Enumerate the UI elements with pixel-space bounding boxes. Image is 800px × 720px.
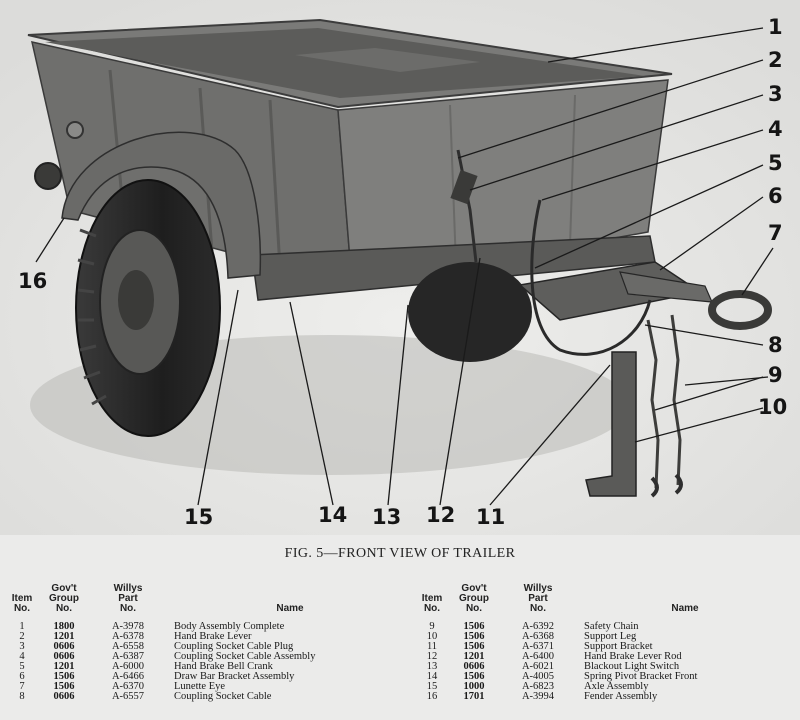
callout-4: 4 bbox=[768, 117, 783, 141]
group-no-cell: 0606 bbox=[53, 651, 75, 662]
header-name: Name bbox=[671, 603, 699, 614]
part-name-cell: Spring Pivot Bracket Front bbox=[584, 671, 698, 682]
group-no-cell: 0606 bbox=[463, 661, 485, 672]
part-name-cell: Lunette Eye bbox=[174, 681, 226, 692]
group-no-cell: 1506 bbox=[53, 671, 75, 682]
group-no-cell: 1506 bbox=[463, 621, 485, 632]
part-no-cell: A-6466 bbox=[111, 671, 145, 682]
part-name-cell: Support Leg bbox=[584, 631, 637, 642]
figure-caption: FIG. 5—FRONT VIEW OF TRAILER bbox=[284, 546, 516, 561]
table-row bbox=[416, 692, 794, 702]
part-name-cell: Coupling Socket Cable Assembly bbox=[174, 651, 316, 662]
part-name-cell: Support Bracket bbox=[584, 641, 653, 652]
item-no-cell: 14 bbox=[426, 671, 438, 682]
callout-14: 14 bbox=[318, 503, 348, 527]
part-name-cell: Hand Brake Bell Crank bbox=[174, 661, 273, 672]
item-no-cell: 5 bbox=[19, 661, 25, 672]
group-no-cell: 1201 bbox=[53, 631, 75, 642]
part-no-cell: A-6370 bbox=[111, 681, 145, 692]
callout-15: 15 bbox=[184, 505, 214, 529]
header-item-no: Item No. bbox=[421, 593, 443, 614]
item-no-cell: 15 bbox=[426, 681, 438, 692]
part-name-cell: Fender Assembly bbox=[584, 691, 658, 702]
part-no-cell: A-6392 bbox=[521, 621, 555, 632]
item-no-cell: 12 bbox=[426, 651, 438, 662]
right-wheel bbox=[408, 262, 532, 362]
part-name-cell: Coupling Socket Cable bbox=[174, 691, 272, 702]
item-no-cell: 10 bbox=[426, 631, 438, 642]
callout-3: 3 bbox=[768, 82, 783, 106]
part-no-cell: A-6400 bbox=[521, 651, 555, 662]
header-part-no: Willys Part No. bbox=[523, 583, 553, 614]
header-group-no: Gov't Group No. bbox=[459, 583, 489, 614]
part-no-cell: A-6823 bbox=[521, 681, 555, 692]
part-no-cell: A-6557 bbox=[111, 691, 145, 702]
left-wheel bbox=[76, 180, 220, 436]
table-header-row bbox=[6, 584, 414, 622]
item-no-cell: 13 bbox=[426, 661, 438, 672]
callout-1: 1 bbox=[768, 15, 783, 39]
parts-table-right bbox=[416, 584, 794, 702]
part-name-cell: Hand Brake Lever Rod bbox=[584, 651, 682, 662]
item-no-cell: 9 bbox=[429, 621, 435, 632]
header-item-no: Item No. bbox=[11, 593, 33, 614]
callout-13: 13 bbox=[372, 505, 402, 529]
item-no-cell: 11 bbox=[426, 641, 438, 652]
part-no-cell: A-3978 bbox=[111, 621, 145, 632]
table-row bbox=[6, 692, 414, 702]
callout-16: 16 bbox=[18, 269, 48, 293]
parts-table-body bbox=[6, 622, 414, 702]
callout-7: 7 bbox=[768, 221, 783, 245]
part-name-cell: Hand Brake Lever bbox=[174, 631, 252, 642]
header-part-no: Willys Part No. bbox=[113, 583, 143, 614]
callout-2: 2 bbox=[768, 48, 783, 72]
part-no-cell: A-6558 bbox=[111, 641, 145, 652]
part-no-cell: A-6368 bbox=[521, 631, 555, 642]
part-name-cell: Blackout Light Switch bbox=[584, 661, 680, 672]
group-no-cell: 1201 bbox=[463, 651, 485, 662]
item-no-cell: 7 bbox=[19, 681, 25, 692]
item-no-cell: 6 bbox=[19, 671, 25, 682]
callout-10: 10 bbox=[758, 395, 788, 419]
part-no-cell: A-4005 bbox=[521, 671, 555, 682]
parts-table-left bbox=[6, 584, 414, 702]
group-no-cell: 1506 bbox=[53, 681, 75, 692]
part-name-cell: Axle Assembly bbox=[584, 681, 649, 692]
header-group-no: Gov't Group No. bbox=[49, 583, 79, 614]
group-no-cell: 1701 bbox=[463, 691, 485, 702]
item-no-cell: 4 bbox=[19, 651, 25, 662]
part-no-cell: A-6371 bbox=[521, 641, 555, 652]
part-name-cell: Body Assembly Complete bbox=[174, 621, 285, 632]
group-no-cell: 1506 bbox=[463, 641, 485, 652]
callout-5: 5 bbox=[768, 151, 783, 175]
part-name-cell: Safety Chain bbox=[584, 621, 639, 632]
group-no-cell: 0606 bbox=[53, 641, 75, 652]
item-no-cell: 1 bbox=[19, 621, 25, 632]
group-no-cell: 0606 bbox=[53, 691, 75, 702]
group-no-cell: 1201 bbox=[53, 661, 75, 672]
header-name: Name bbox=[276, 603, 304, 614]
group-no-cell: 1000 bbox=[463, 681, 485, 692]
table-header-row bbox=[416, 584, 794, 622]
part-no-cell: A-6000 bbox=[111, 661, 145, 672]
callout-9: 9 bbox=[768, 363, 783, 387]
parts-table-body bbox=[416, 622, 794, 702]
part-no-cell: A-3994 bbox=[521, 691, 555, 702]
callout-6: 6 bbox=[768, 184, 783, 208]
part-no-cell: A-6378 bbox=[111, 631, 145, 642]
callout-12: 12 bbox=[426, 503, 456, 527]
item-no-cell: 3 bbox=[19, 641, 25, 652]
item-no-cell: 8 bbox=[19, 691, 25, 702]
part-no-cell: A-6387 bbox=[111, 651, 145, 662]
part-name-cell: Draw Bar Bracket Assembly bbox=[174, 671, 295, 682]
callout-8: 8 bbox=[768, 333, 783, 357]
group-no-cell: 1506 bbox=[463, 671, 485, 682]
part-name-cell: Coupling Socket Cable Plug bbox=[174, 641, 294, 652]
group-no-cell: 1506 bbox=[463, 631, 485, 642]
group-no-cell: 1800 bbox=[53, 621, 75, 632]
part-no-cell: A-6021 bbox=[521, 661, 555, 672]
callout-11: 11 bbox=[476, 505, 506, 529]
item-no-cell: 16 bbox=[426, 691, 438, 702]
item-no-cell: 2 bbox=[19, 631, 25, 642]
